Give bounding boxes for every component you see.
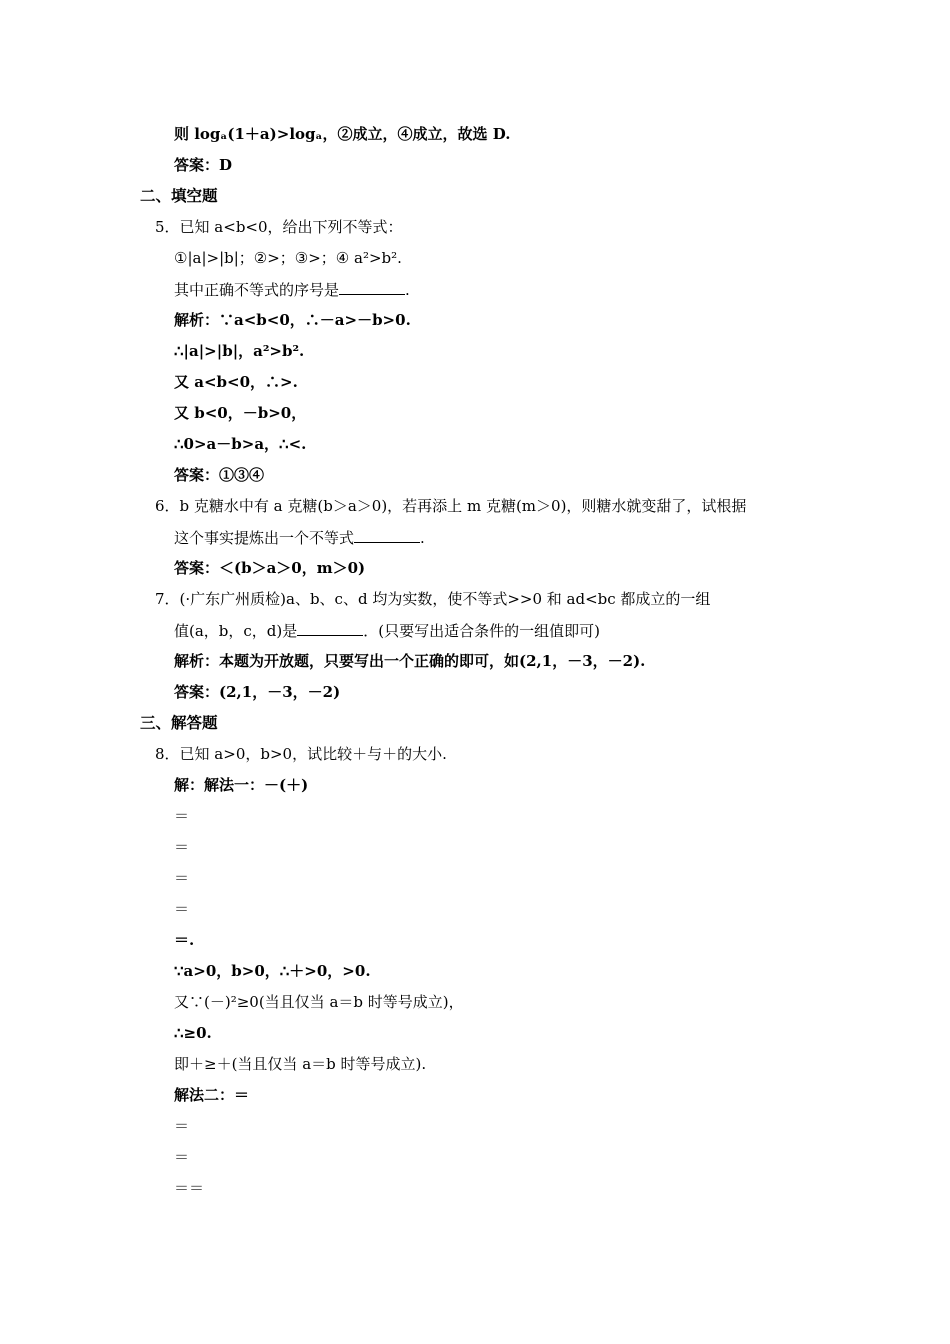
answer-line: 答案：①③④ (174, 466, 265, 484)
question-prompt (174, 527, 425, 548)
solution-line: ＝＝ (174, 1179, 205, 1197)
solution-line: ＝ (174, 900, 190, 918)
prompt-end: . (405, 281, 410, 299)
answer-line: 答案：＜(b＞a＞0，m＞0) (174, 559, 366, 577)
answer-blank (354, 527, 420, 543)
prompt-text: 这个事实提炼出一个不等式 (174, 529, 355, 547)
solution-line: ＝ (174, 1148, 190, 1166)
analysis-line: 又 a<b<0，∴>. (174, 373, 298, 391)
question-prompt (174, 279, 410, 300)
answer-line: 答案：D (174, 156, 233, 174)
answer-line: 答案：(2,1，－3，－2) (174, 683, 341, 701)
solution-line: ∴≥0. (174, 1024, 212, 1042)
prompt-end: . (420, 529, 425, 547)
section-heading: 二、填空题 (140, 186, 218, 205)
answer-blank (339, 279, 405, 295)
section-heading: 三、解答题 (140, 713, 218, 732)
solution-line: ＝ (174, 1117, 190, 1135)
solution-line: ＝ (174, 838, 190, 856)
question-8: 8．已知 a>0，b>0，试比较＋与＋的大小. (155, 745, 447, 763)
solution-line: ＝. (174, 931, 195, 949)
question-5: 5．已知 a<b<0，给出下列不等式： (155, 218, 403, 236)
answer-blank (297, 620, 363, 636)
solution-line: 解法二：＝ (174, 1086, 250, 1104)
solution-line: 解：解法一：－(＋) (174, 776, 309, 794)
question-prompt (174, 620, 600, 641)
analysis-line: 解析：本题为开放题，只要写出一个正确的即可，如(2,1，－3，－2). (174, 652, 646, 670)
prompt-text: 其中正确不等式的序号是 (174, 281, 340, 299)
solution-line: 又∵(－)²≥0(当且仅当 a＝b 时等号成立)， (174, 993, 464, 1011)
solution-line: ＝ (174, 869, 190, 887)
prompt-end: ．(只要写出适合条件的一组值即可) (363, 622, 600, 640)
question-7: 7．(·广东广州质检)a、b、c、d 均为实数，使不等式>>0 和 ad<bc 都成立的一组 (155, 590, 711, 608)
solution-line: 即＋≥＋(当且仅当 a＝b 时等号成立). (174, 1055, 427, 1073)
solution-line: ＝ (174, 807, 190, 825)
analysis-line: 解析：∵a<b<0，∴－a>－b>0. (174, 311, 411, 329)
prompt-text: 值(a，b，c，d)是 (174, 622, 298, 640)
solution-line: ∵a>0，b>0，∴＋>0，>0. (174, 962, 371, 980)
inequality-options: ①|a|>|b|；②>；③>；④ a²>b². (174, 249, 402, 267)
question-6: 6．b 克糖水中有 a 克糖(b＞a＞0)，若再添上 m 克糖(m＞0)，则糖水就变甜了，试根据 (155, 497, 747, 515)
analysis-line: 又 b<0，－b>0， (174, 404, 307, 422)
solution-line: 则 logₐ(1＋a)>logₐ，②成立，④成立，故选 D. (174, 125, 511, 143)
analysis-line: ∴|a|>|b|，a²>b². (174, 342, 305, 360)
analysis-line: ∴0>a－b>a，∴<. (174, 435, 307, 453)
